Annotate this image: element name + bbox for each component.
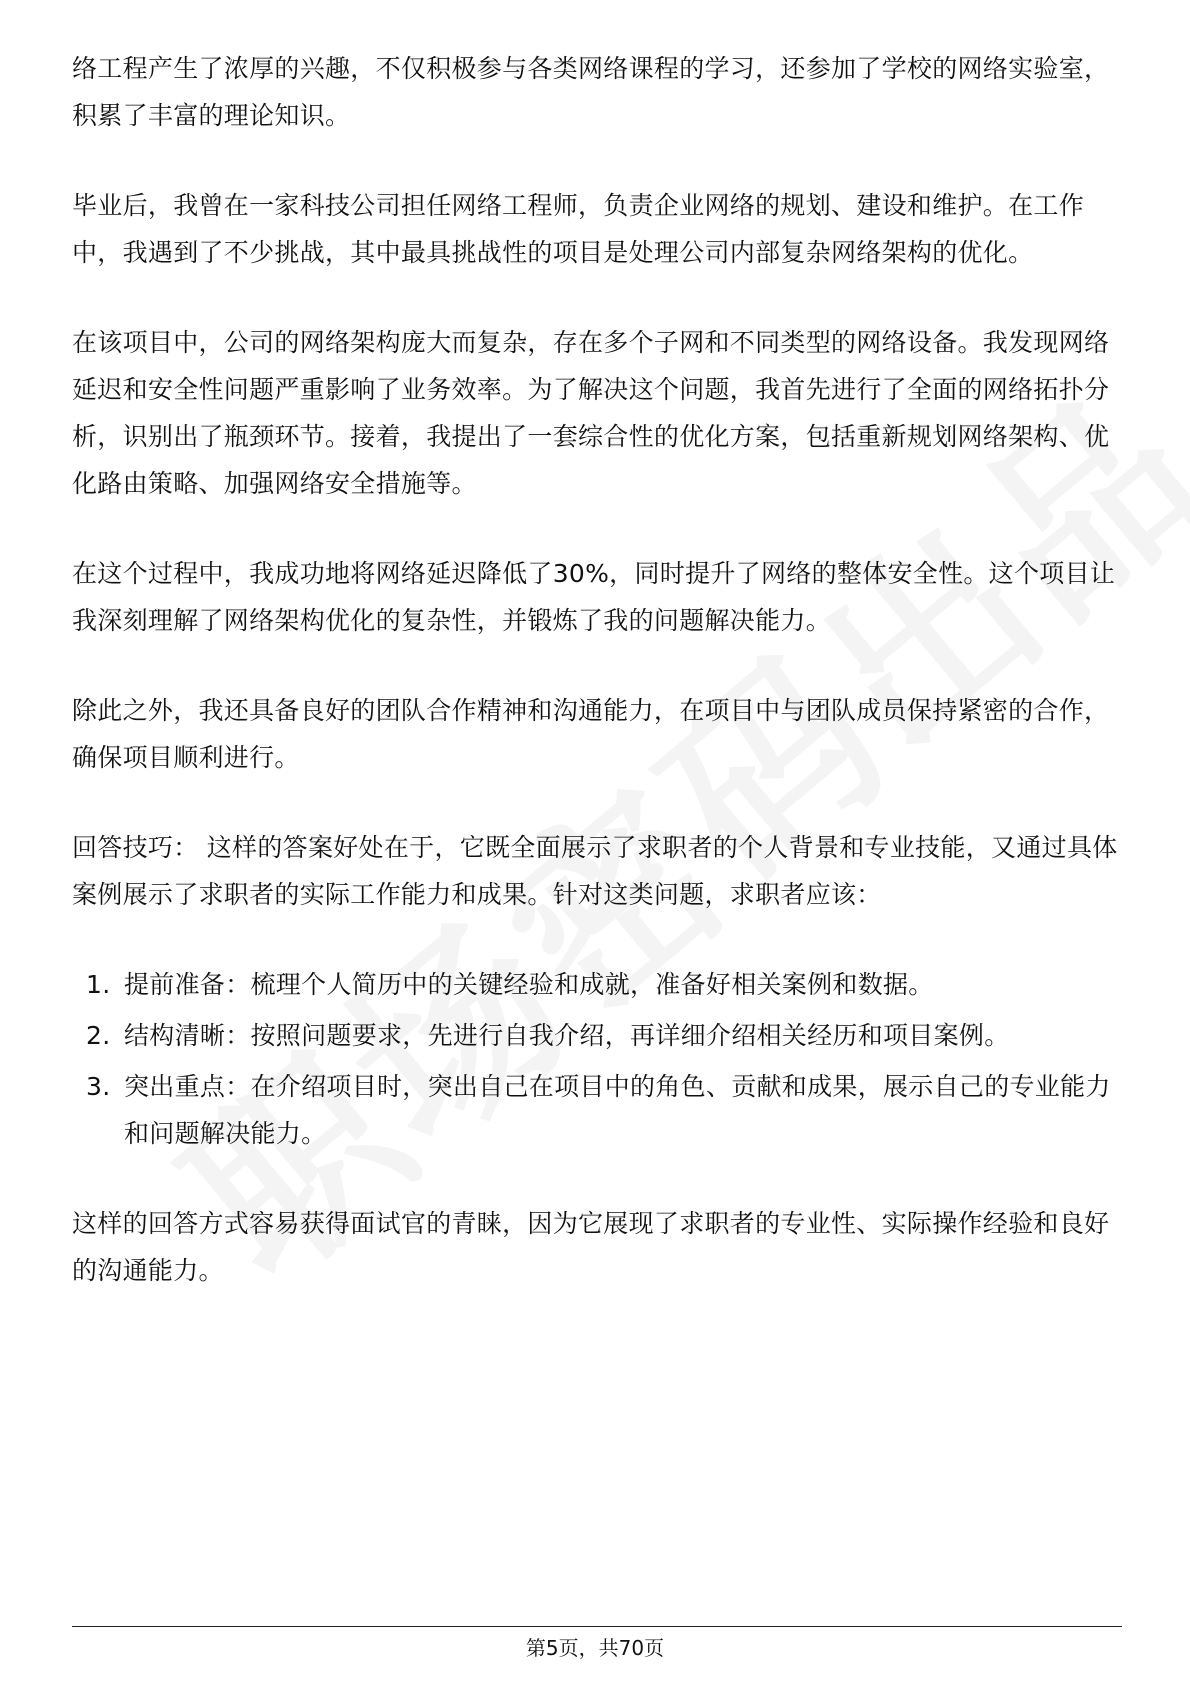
paragraph-project-results: 在这个过程中，我成功地将网络延迟降低了30%，同时提升了网络的整体安全性。这个项目让我深刻理解了网络架构优化的复杂性，并锻炼了我的问题解决能力。 (72, 559, 1116, 635)
list-item (72, 1012, 1122, 1059)
list-item-number: 3. (86, 1072, 111, 1101)
list-item (72, 961, 1122, 1008)
page-number: 第5页，共70页 (525, 1636, 665, 1660)
paragraph-project-details: 在该项目中，公司的网络架构庞大而复杂，存在多个子网和不同类型的网络设备。我发现网络延迟和安全性问题严重影响了业务效率。为了解决这个问题，我首先进行了全面的网络拓扑分析，识别出了瓶颈环节。接着，我提出了一套综合性的优化方案，包括重新规划网络架构、优化路由策略、加强网络安全措施等。 (72, 328, 1110, 498)
list-item-number: 2. (86, 1021, 111, 1050)
paragraph-interest: 络工程产生了浓厚的兴趣，不仅积极参与各类网络课程的学习，还参加了学校的网络实验室，积累了丰富的理论知识。 (72, 54, 1110, 130)
list-item-text: 结构清晰：按照问题要求，先进行自我介绍，再详细介绍相关经历和项目案例。 (124, 1021, 1010, 1050)
list-item-text: 突出重点：在介绍项目时，突出自己在项目中的角色、贡献和成果，展示自己的专业能力和问题解决能力。 (124, 1072, 1111, 1148)
tips-list (72, 961, 1122, 1157)
paragraph-teamwork: 除此之外，我还具备良好的团队合作精神和沟通能力，在项目中与团队成员保持紧密的合作，确保项目顺利进行。 (72, 696, 1110, 772)
list-item-number: 1. (86, 970, 111, 999)
document-body (72, 45, 1122, 1337)
paragraph-work-experience: 毕业后，我曾在一家科技公司担任网络工程师，负责企业网络的规划、建设和维护。在工作中，我遇到了不少挑战，其中最具挑战性的项目是处理公司内部复杂网络架构的优化。 (72, 191, 1085, 267)
paragraph-conclusion: 这样的回答方式容易获得面试官的青睐，因为它展现了求职者的专业性、实际操作经验和良好的沟通能力。 (72, 1209, 1110, 1285)
paragraph-answer-tips: 回答技巧： 这样的答案好处在于，它既全面展示了求职者的个人背景和专业技能，又通过具体案例展示了求职者的实际工作能力和成果。针对这类问题，求职者应该： (72, 833, 1118, 909)
list-item (72, 1063, 1122, 1157)
footer-divider (72, 1626, 1122, 1627)
list-item-text: 提前准备：梳理个人简历中的关键经验和成就，准备好相关案例和数据。 (124, 970, 934, 999)
